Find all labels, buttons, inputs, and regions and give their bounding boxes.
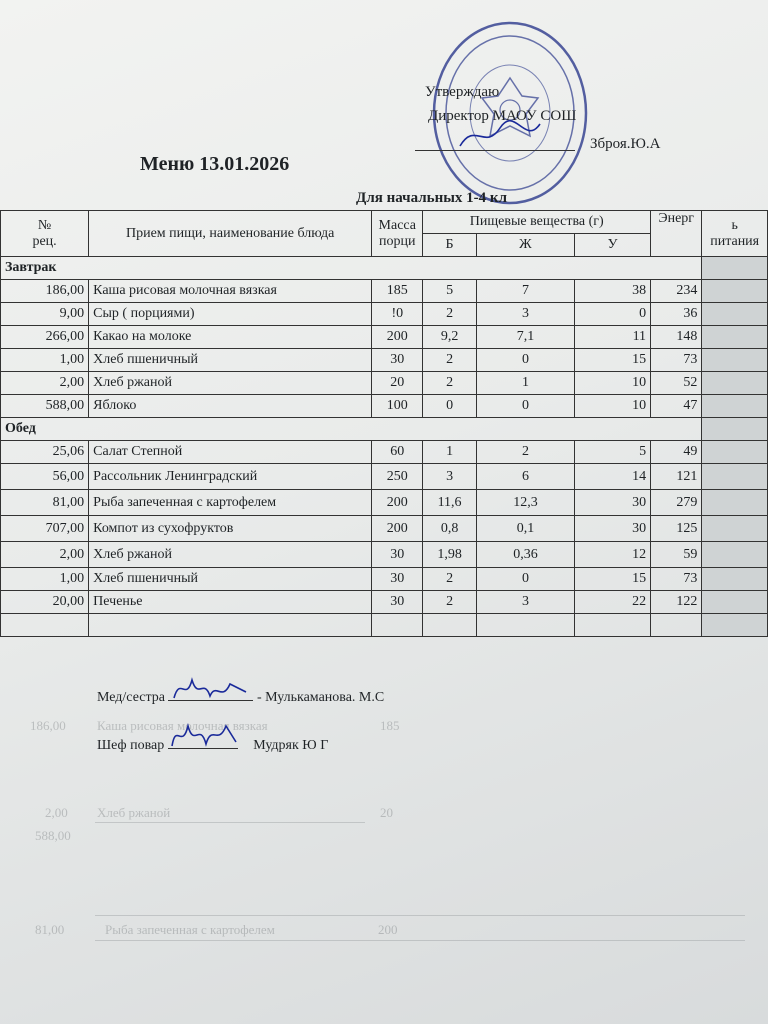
price-cell [702,395,768,418]
menu-row [1,372,768,395]
dish-name: Яблоко [89,395,372,418]
recipe-number: 9,00 [1,303,89,326]
approval-line-1: Утверждаю [425,84,500,100]
ghost-text: 81,00 [35,922,65,937]
menu-row [1,464,768,490]
empty-cell [89,614,372,637]
menu-row [1,395,768,418]
page-subtitle: Для начальных 1-4 кл [356,190,507,206]
price-cell [702,591,768,614]
price-cell [702,349,768,372]
header-dish: Прием пищи, наименование блюда [89,211,372,257]
energy-value: 47 [651,395,702,418]
portion-mass: 30 [372,349,423,372]
nurse-signature-row [97,686,384,706]
protein-value: 11,6 [423,490,476,516]
price-cell [702,464,768,490]
price-cell [702,326,768,349]
dish-name: Хлеб ржаной [89,372,372,395]
carb-value: 5 [575,441,651,464]
portion-mass: 200 [372,326,423,349]
protein-value: 0,8 [423,516,476,542]
portion-mass: !0 [372,303,423,326]
protein-value: 5 [423,280,476,303]
price-cell [702,418,768,441]
portion-mass: 20 [372,372,423,395]
recipe-number: 20,00 [1,591,89,614]
carb-value: 22 [575,591,651,614]
dish-name: Салат Степной [89,441,372,464]
empty-cell [702,614,768,637]
fat-value: 0,1 [476,516,574,542]
dish-name: Рассольник Ленинградский [89,464,372,490]
ghost-text: 588,00 [35,828,71,843]
nurse-signature-icon [170,672,250,706]
energy-value: 121 [651,464,702,490]
menu-row [1,303,768,326]
portion-mass: 60 [372,441,423,464]
dish-name: Хлеб ржаной [89,542,372,568]
dish-name: Рыба запеченная с картофелем [89,490,372,516]
price-cell [702,372,768,395]
menu-row [1,441,768,464]
recipe-number: 56,00 [1,464,89,490]
recipe-number: 186,00 [1,280,89,303]
energy-value: 73 [651,349,702,372]
menu-row [1,542,768,568]
portion-mass: 185 [372,280,423,303]
menu-row [1,349,768,372]
ghost-text: 2,00 [45,805,68,820]
price-cell [702,542,768,568]
carb-value: 38 [575,280,651,303]
carb-value: 11 [575,326,651,349]
ghost-text: Хлеб ржаной [97,805,171,820]
menu-row [1,326,768,349]
dish-name: Хлеб пшеничный [89,568,372,591]
protein-value: 2 [423,349,476,372]
energy-value: 234 [651,280,702,303]
fat-value: 7,1 [476,326,574,349]
chef-label: Шеф повар [97,738,165,753]
ghost-line [95,822,365,823]
carb-value: 12 [575,542,651,568]
energy-value: 73 [651,568,702,591]
energy-value: 148 [651,326,702,349]
energy-value: 52 [651,372,702,395]
recipe-number: 707,00 [1,516,89,542]
price-cell [702,303,768,326]
protein-value: 2 [423,372,476,395]
price-cell [702,490,768,516]
portion-mass: 30 [372,591,423,614]
header-u: У [575,234,651,257]
portion-mass: 30 [372,568,423,591]
recipe-number: 81,00 [1,490,89,516]
recipe-number: 2,00 [1,372,89,395]
ghost-text: 186,00 [30,718,66,733]
dish-name: Хлеб пшеничный [89,349,372,372]
price-cell [702,257,768,280]
ghost-line [95,915,745,916]
dish-name: Компот из сухофруктов [89,516,372,542]
energy-value: 279 [651,490,702,516]
fat-value: 2 [476,441,574,464]
protein-value: 0 [423,395,476,418]
recipe-number: 25,06 [1,441,89,464]
recipe-number: 1,00 [1,568,89,591]
empty-cell [423,614,476,637]
protein-value: 9,2 [423,326,476,349]
nurse-name: - Мулькаманова. М.С [256,690,385,705]
nurse-label: Мед/сестра [97,690,165,705]
fat-value: 0 [476,568,574,591]
ghost-text: Каша рисовая молочная вязкая [97,718,268,733]
approval-director-name: Зброя.Ю.А [590,136,661,152]
ghost-text: 20 [380,805,393,820]
energy-value: 59 [651,542,702,568]
ghost-text: Рыба запеченная с картофелем [105,922,275,937]
carb-value: 15 [575,568,651,591]
fat-value: 0 [476,395,574,418]
bleed-through-text [0,660,768,1024]
empty-cell [651,614,702,637]
fat-value: 3 [476,303,574,326]
protein-value: 3 [423,464,476,490]
ghost-line [95,940,745,941]
fat-value: 1 [476,372,574,395]
header-zh: Ж [476,234,574,257]
protein-value: 1,98 [423,542,476,568]
protein-value: 2 [423,303,476,326]
menu-row [1,516,768,542]
section-title: Завтрак [1,257,702,280]
carb-value: 10 [575,372,651,395]
menu-row [1,490,768,516]
chef-signature-icon [168,716,240,756]
header-b: Б [423,234,476,257]
energy-value: 36 [651,303,702,326]
price-cell [702,441,768,464]
portion-mass: 200 [372,516,423,542]
recipe-number: 266,00 [1,326,89,349]
fat-value: 0 [476,349,574,372]
carb-value: 0 [575,303,651,326]
chef-name: Мудряк Ю Г [253,738,329,753]
recipe-number: 588,00 [1,395,89,418]
menu-table [0,210,768,637]
protein-value: 1 [423,441,476,464]
approval-line-2: Директор МАОУ СОШ [428,108,577,124]
header-mass: Масса порци [372,211,423,257]
section-row [1,257,768,280]
fat-value: 3 [476,591,574,614]
protein-value: 2 [423,591,476,614]
empty-cell [372,614,423,637]
portion-mass: 200 [372,490,423,516]
fat-value: 6 [476,464,574,490]
carb-value: 14 [575,464,651,490]
fat-value: 0,36 [476,542,574,568]
empty-cell [575,614,651,637]
recipe-number: 2,00 [1,542,89,568]
portion-mass: 250 [372,464,423,490]
protein-value: 2 [423,568,476,591]
carb-value: 30 [575,516,651,542]
header-recipe: № рец. [1,211,89,257]
energy-value: 122 [651,591,702,614]
header-energy: Энерг [651,211,702,257]
chef-signature-line [168,734,238,749]
fat-value: 7 [476,280,574,303]
menu-row [1,280,768,303]
nurse-signature-line [168,686,253,701]
dish-name: Каша рисовая молочная вязкая [89,280,372,303]
portion-mass: 30 [372,542,423,568]
price-cell [702,516,768,542]
director-signature-icon [455,116,545,156]
ghost-text: 185 [380,718,400,733]
header-price: ь питания [702,211,768,257]
carb-value: 30 [575,490,651,516]
header-nutrients: Пищевые вещества (г) [423,211,651,234]
section-row [1,418,768,441]
empty-cell [476,614,574,637]
page-title: Меню 13.01.2026 [140,153,290,175]
ghost-text: 200 [378,922,398,937]
recipe-number: 1,00 [1,349,89,372]
carb-value: 10 [575,395,651,418]
price-cell [702,280,768,303]
menu-row [1,591,768,614]
empty-cell [1,614,89,637]
energy-value: 49 [651,441,702,464]
dish-name: Сыр ( порциями) [89,303,372,326]
chef-signature-row [97,734,328,754]
fat-value: 12,3 [476,490,574,516]
energy-value: 125 [651,516,702,542]
portion-mass: 100 [372,395,423,418]
section-title: Обед [1,418,702,441]
menu-row [1,568,768,591]
dish-name: Какао на молоке [89,326,372,349]
price-cell [702,568,768,591]
carb-value: 15 [575,349,651,372]
dish-name: Печенье [89,591,372,614]
